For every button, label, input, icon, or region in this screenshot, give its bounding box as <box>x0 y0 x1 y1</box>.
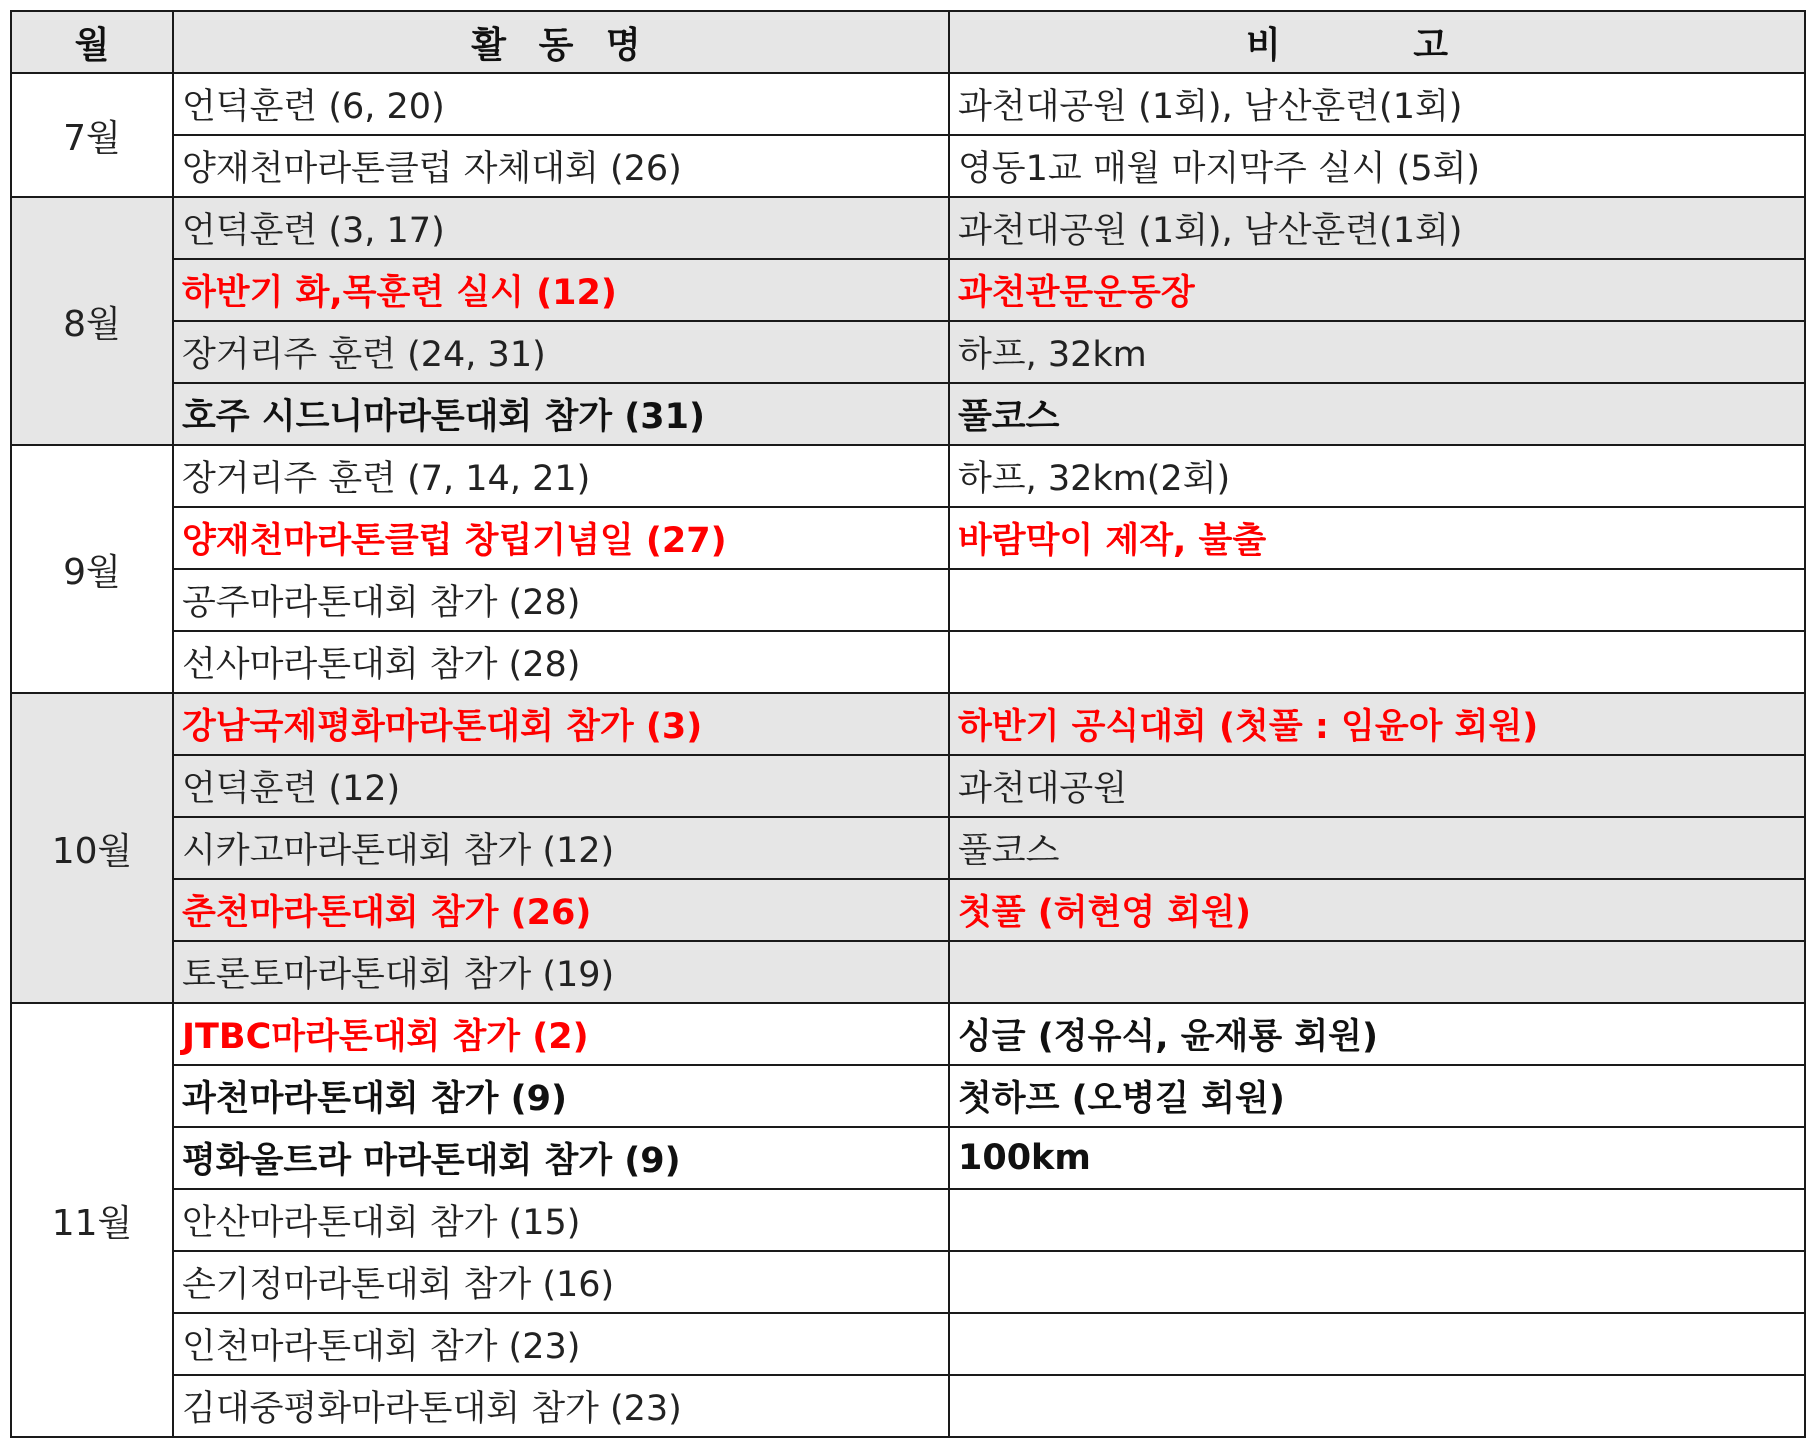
note-cell[interactable] <box>949 569 1805 631</box>
note-cell[interactable]: 영동1교 매월 마지막주 실시 (5회) <box>949 135 1805 197</box>
table-row <box>11 693 1805 755</box>
table-row <box>11 321 1805 383</box>
note-cell[interactable]: 과천대공원 (1회), 남산훈련(1회) <box>949 197 1805 259</box>
activity-cell[interactable]: 언덕훈련 (12) <box>173 755 949 817</box>
month-cell[interactable]: 9월 <box>11 445 173 693</box>
activity-cell[interactable]: 인천마라톤대회 참가 (23) <box>173 1313 949 1375</box>
table-row <box>11 383 1805 445</box>
month-cell[interactable]: 10월 <box>11 693 173 1003</box>
note-cell[interactable]: 하프, 32km(2회) <box>949 445 1805 507</box>
activity-cell[interactable]: 과천마라톤대회 참가 (9) <box>173 1065 949 1127</box>
note-cell[interactable] <box>949 941 1805 1003</box>
activity-cell[interactable]: 언덕훈련 (3, 17) <box>173 197 949 259</box>
table-row <box>11 1189 1805 1251</box>
table-row <box>11 755 1805 817</box>
activity-cell[interactable]: 호주 시드니마라톤대회 참가 (31) <box>173 383 949 445</box>
activity-cell[interactable]: 안산마라톤대회 참가 (15) <box>173 1189 949 1251</box>
note-cell[interactable]: 하반기 공식대회 (첫풀 : 임윤아 회원) <box>949 693 1805 755</box>
note-cell[interactable]: 100km <box>949 1127 1805 1189</box>
activity-cell[interactable]: 언덕훈련 (6, 20) <box>173 73 949 135</box>
activity-cell[interactable]: 시카고마라톤대회 참가 (12) <box>173 817 949 879</box>
table-row <box>11 631 1805 693</box>
activity-cell[interactable]: 강남국제평화마라톤대회 참가 (3) <box>173 693 949 755</box>
note-cell[interactable]: 하프, 32km <box>949 321 1805 383</box>
note-cell[interactable]: 바람막이 제작, 불출 <box>949 507 1805 569</box>
table-row <box>11 941 1805 1003</box>
activity-cell[interactable]: JTBC마라톤대회 참가 (2) <box>173 1003 949 1065</box>
activity-cell[interactable]: 장거리주 훈련 (24, 31) <box>173 321 949 383</box>
table-row <box>11 197 1805 259</box>
table-row <box>11 507 1805 569</box>
activity-cell[interactable]: 손기정마라톤대회 참가 (16) <box>173 1251 949 1313</box>
note-cell[interactable] <box>949 631 1805 693</box>
note-cell[interactable] <box>949 1313 1805 1375</box>
activity-cell[interactable]: 하반기 화,목훈련 실시 (12) <box>173 259 949 321</box>
table-row <box>11 259 1805 321</box>
table-row <box>11 569 1805 631</box>
header-activity[interactable]: 활 동 명 <box>173 11 949 73</box>
activity-cell[interactable]: 춘천마라톤대회 참가 (26) <box>173 879 949 941</box>
activity-cell[interactable]: 평화울트라 마라톤대회 참가 (9) <box>173 1127 949 1189</box>
month-cell[interactable]: 7월 <box>11 73 173 197</box>
activity-cell[interactable]: 김대중평화마라톤대회 참가 (23) <box>173 1375 949 1437</box>
table-row <box>11 879 1805 941</box>
note-cell[interactable]: 과천관문운동장 <box>949 259 1805 321</box>
note-cell[interactable]: 풀코스 <box>949 383 1805 445</box>
table-row <box>11 1127 1805 1189</box>
activity-cell[interactable]: 공주마라톤대회 참가 (28) <box>173 569 949 631</box>
note-cell[interactable] <box>949 1189 1805 1251</box>
note-cell[interactable]: 싱글 (정유식, 윤재룡 회원) <box>949 1003 1805 1065</box>
month-cell[interactable]: 8월 <box>11 197 173 445</box>
table-row <box>11 1313 1805 1375</box>
header-note[interactable]: 비 고 <box>949 11 1805 73</box>
note-cell[interactable] <box>949 1375 1805 1437</box>
table-row <box>11 1375 1805 1437</box>
note-cell[interactable]: 첫하프 (오병길 회원) <box>949 1065 1805 1127</box>
note-cell[interactable]: 첫풀 (허현영 회원) <box>949 879 1805 941</box>
table-row <box>11 73 1805 135</box>
header-row <box>11 11 1805 73</box>
activity-cell[interactable]: 선사마라톤대회 참가 (28) <box>173 631 949 693</box>
activity-table <box>10 10 1806 1438</box>
note-cell[interactable] <box>949 1251 1805 1313</box>
table-body <box>11 73 1805 1437</box>
activity-cell[interactable]: 장거리주 훈련 (7, 14, 21) <box>173 445 949 507</box>
table-row <box>11 135 1805 197</box>
activity-cell[interactable]: 양재천마라톤클럽 자체대회 (26) <box>173 135 949 197</box>
table-row <box>11 1003 1805 1065</box>
header-month[interactable]: 월 <box>11 11 173 73</box>
table-row <box>11 445 1805 507</box>
table-row <box>11 817 1805 879</box>
table-row <box>11 1065 1805 1127</box>
note-cell[interactable]: 과천대공원 <box>949 755 1805 817</box>
activity-cell[interactable]: 토론토마라톤대회 참가 (19) <box>173 941 949 1003</box>
note-cell[interactable]: 풀코스 <box>949 817 1805 879</box>
activity-cell[interactable]: 양재천마라톤클럽 창립기념일 (27) <box>173 507 949 569</box>
table-row <box>11 1251 1805 1313</box>
month-cell[interactable]: 11월 <box>11 1003 173 1437</box>
note-cell[interactable]: 과천대공원 (1회), 남산훈련(1회) <box>949 73 1805 135</box>
